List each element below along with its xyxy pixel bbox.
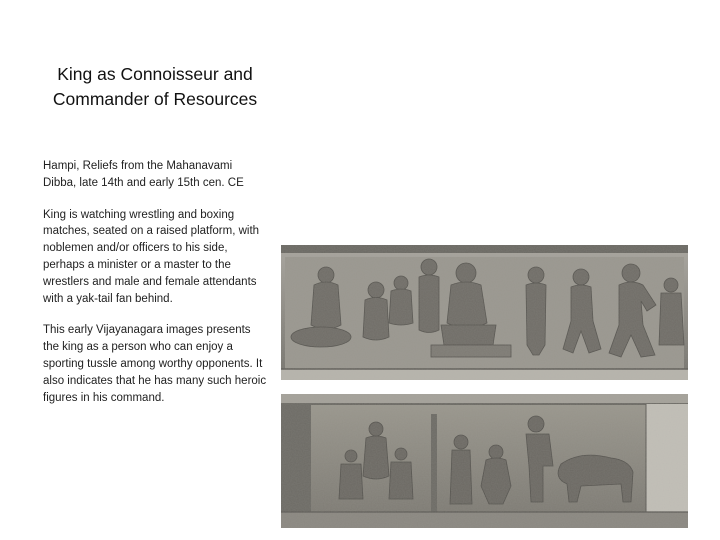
image-caption: Hampi, Reliefs from the Mahanavami Dibba, late 14th and early 15th cen. CE xyxy=(43,160,244,189)
slide-title: King as Connoisseur and Commander of Resources xyxy=(52,64,258,109)
relief-image-top xyxy=(281,245,688,380)
description-paragraph-2: This early Vijayanagara images presents the king as a person who can enjoy a sporting tussle among worthy opponents. It also indicates that he has many such heroic figures in his command. xyxy=(43,324,267,404)
relief-photo-top xyxy=(281,245,688,380)
description-paragraph-1: King is watching wrestling and boxing matches, seated on a raised platform, with noblemen and/or officers to his side, perhaps a minister or a master to the wrestlers and male and female attendants with a yak-tail fan behind. xyxy=(43,208,260,305)
slide-body xyxy=(43,158,268,421)
relief-image-bottom xyxy=(281,394,688,528)
relief-photo-bottom xyxy=(281,394,688,528)
